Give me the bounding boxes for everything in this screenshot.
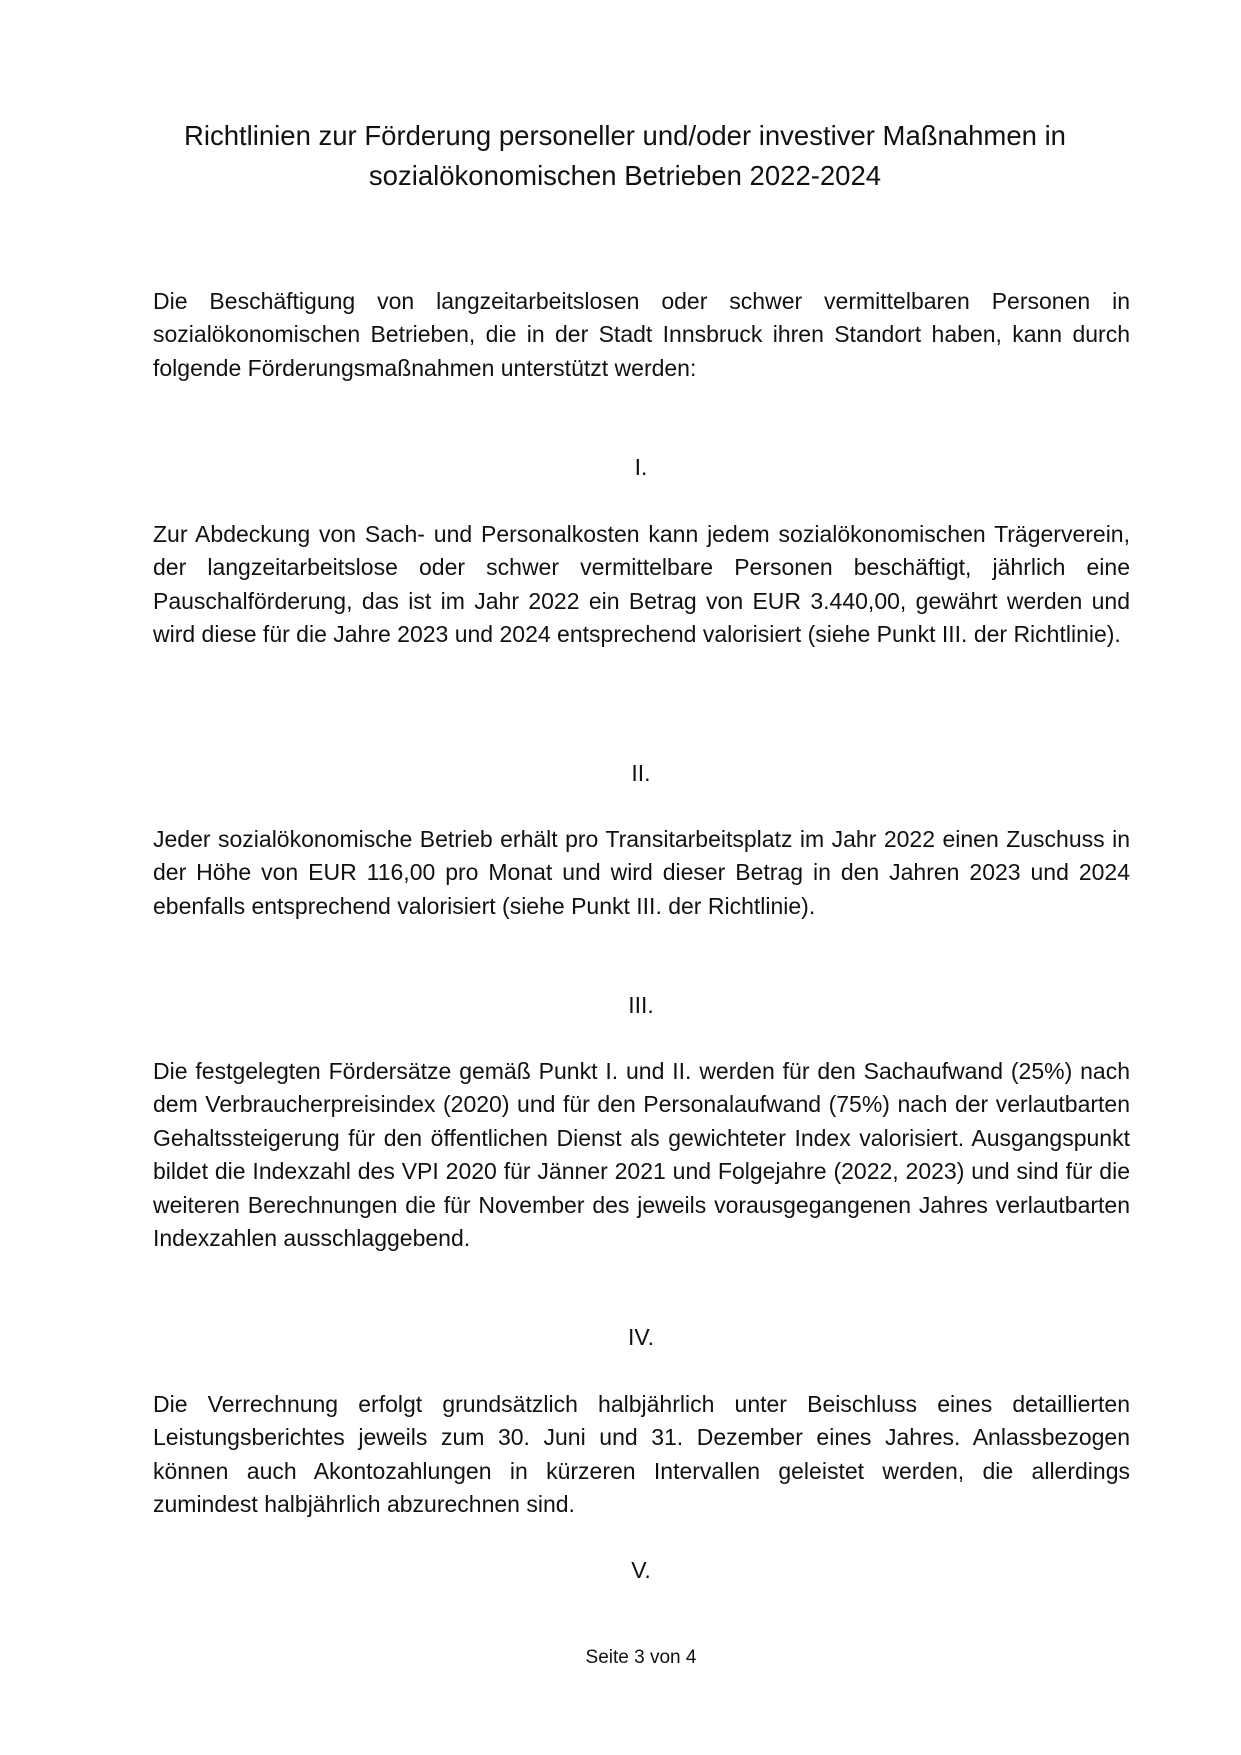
- intro-paragraph: Die Beschäftigung von langzeitarbeitslosen oder schwer vermittelbaren Personen in sozialökonomischen Betrieben, die in der Stadt Innsbruck ihren Standort haben, kann durch folgende Förderungsmaßnahmen unterstützt werden:: [153, 288, 1130, 381]
- section-text-3: Die festgelegten Fördersätze gemäß Punkt I. und II. werden für den Sachaufwand (25%) nach dem Verbraucherpreisindex (2020) und für den Personalaufwand (75%) nach der verlautbarten Gehaltssteigerung für den öffentlichen Dienst als gewichteter Index valorisiert. Ausgangspunkt bildet die Indexzahl des VPI 2020 für Jänner 2021 und Folgejahre (2022, 2023) und sind für die weiteren Berechnungen die für November des jeweils vorausgegangenen Jahres verlautbarten Indexzahlen ausschlaggebend.: [153, 1058, 1130, 1252]
- section-heading-4: IV.: [627, 1324, 654, 1350]
- section-heading-5: V.: [631, 1557, 651, 1583]
- section-heading-1: I.: [634, 454, 648, 480]
- document-title: [160, 116, 1090, 196]
- title-line-1: Richtlinien zur Förderung personeller und/oder investiver Maßnahmen in: [184, 120, 1066, 151]
- title-line-2: sozialökonomischen Betrieben 2022-2024: [368, 160, 882, 191]
- section-heading-2: II.: [631, 760, 651, 786]
- section-heading-3: III.: [628, 992, 654, 1018]
- section-text-2: Jeder sozialökonomische Betrieb erhält pro Transitarbeitsplatz im Jahr 2022 einen Zuschuss in der Höhe von EUR 116,00 pro Monat und wird dieser Betrag in den Jahren 2023 und 2024 ebenfalls entsprechend valorisiert (siehe Punkt III. der Richtlinie).: [153, 826, 1130, 919]
- section-text-1: Zur Abdeckung von Sach- und Personalkosten kann jedem sozialökonomischen Trägerverein, der langzeitarbeitslose oder schwer vermittelbare Personen beschäftigt, jährlich eine Pauschalförderung, das ist im Jahr 2022 ein Betrag von EUR 3.440,00, gewährt werden und wird diese für die Jahre 2023 und 2024 entsprechend valorisiert (siehe Punkt III. der Richtlinie).: [153, 521, 1130, 648]
- section-text-4: Die Verrechnung erfolgt grundsätzlich halbjährlich unter Beischluss eines detaillierten Leistungsberichtes jeweils zum 30. Juni und 31. Dezember eines Jahres. Anlassbezogen können auch Akontozahlungen in kürzeren Intervallen geleistet werden, die allerdings zumindest halbjährlich abzurechnen sind.: [153, 1391, 1130, 1518]
- page-number-footer: Seite 3 von 4: [585, 1647, 697, 1668]
